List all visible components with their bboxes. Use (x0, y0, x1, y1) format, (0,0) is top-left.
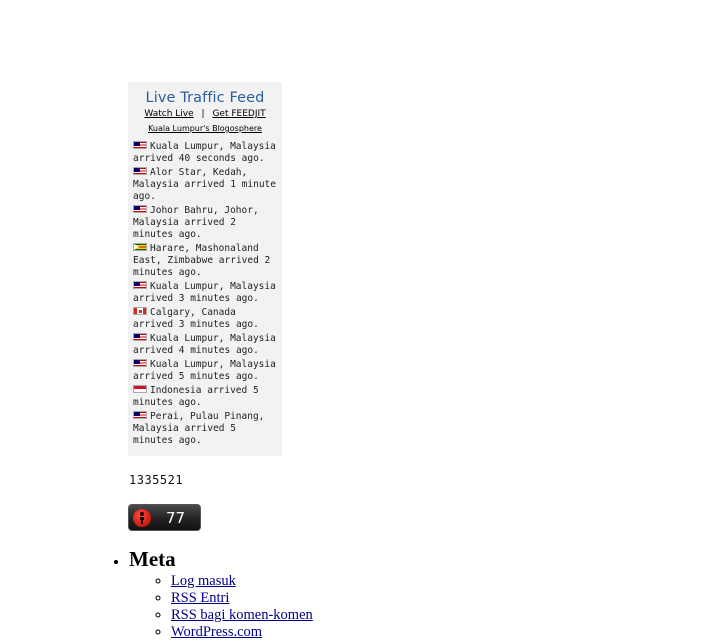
indonesia-flag-icon (133, 385, 147, 393)
malaysia-flag-icon (133, 205, 147, 213)
meta-widget (0, 546, 728, 641)
meta-links-list (129, 573, 728, 641)
feed-item-text: Harare, Mashonaland East, Zimbabwe arrived 2 minutes ago. (133, 243, 271, 278)
feed-item-text: Kuala Lumpur, Malaysia arrived 40 seconds ago. (133, 141, 276, 164)
meta-list-item (129, 546, 728, 641)
malaysia-flag-icon (133, 141, 147, 149)
feed-item (133, 167, 279, 203)
get-feedjit-link[interactable]: Get FEEDJIT (212, 109, 266, 119)
meta-link-item (171, 624, 728, 641)
feed-item (133, 243, 279, 279)
person-red-icon (133, 509, 151, 527)
feed-item-text: Perai, Pulau Pinang, Malaysia arrived 5 minutes ago. (133, 411, 265, 446)
feed-item (133, 333, 279, 357)
malaysia-flag-icon (133, 333, 147, 341)
feed-item-text: Kuala Lumpur, Malaysia arrived 5 minutes ago. (133, 359, 276, 382)
malaysia-flag-icon (133, 411, 147, 419)
live-traffic-feed-widget (128, 82, 282, 456)
feed-links (128, 108, 282, 121)
feed-list (128, 141, 282, 447)
rss-comments-link[interactable]: RSS bagi komen-komen (171, 607, 313, 623)
meta-title: • Meta (129, 547, 176, 571)
feed-item (133, 205, 279, 241)
feed-item-text: Calgary, Canada arrived 3 minutes ago. (133, 307, 259, 330)
badge-count: 77 (166, 508, 186, 527)
feed-title: Live Traffic Feed (145, 90, 265, 106)
feed-item-text: Indonesia arrived 5 minutes ago. (133, 385, 259, 408)
canada-flag-icon (133, 307, 147, 315)
malaysia-flag-icon (133, 167, 147, 175)
feed-item-text: Alor Star, Kedah, Malaysia arrived 1 minute ago. (133, 167, 276, 202)
meta-link-item (171, 590, 728, 607)
feed-item (133, 359, 279, 383)
zimbabwe-flag-icon (133, 243, 147, 251)
wordpress-link[interactable]: WordPress.com (171, 624, 263, 640)
login-link[interactable]: Log masuk (171, 573, 236, 589)
rss-entries-link[interactable]: RSS Entri (171, 590, 230, 606)
feed-links-separator: | (201, 109, 205, 119)
feed-blog-line (128, 123, 282, 135)
feed-item-text: Johor Bahru, Johor, Malaysia arrived 2 minutes ago. (133, 205, 259, 240)
meta-link-item (171, 607, 728, 624)
malaysia-flag-icon (133, 281, 147, 289)
malaysia-flag-icon (133, 359, 147, 367)
feed-item-text: Kuala Lumpur, Malaysia arrived 4 minutes ago. (133, 333, 276, 356)
feed-item (133, 141, 279, 165)
watch-live-link[interactable]: Watch Live (144, 109, 194, 119)
meta-outer-list (0, 546, 728, 641)
feed-item-text: Kuala Lumpur, Malaysia arrived 3 minutes ago. (133, 281, 276, 304)
hit-counter[interactable]: 1335521 (129, 473, 184, 487)
visitor-badge[interactable] (128, 504, 201, 531)
feed-item (133, 411, 279, 447)
feed-item (133, 281, 279, 305)
meta-link-item (171, 573, 728, 590)
feed-item (133, 385, 279, 409)
blog-link[interactable]: Kuala Lumpur's Blogosphere (148, 124, 262, 133)
feed-item (133, 307, 279, 331)
